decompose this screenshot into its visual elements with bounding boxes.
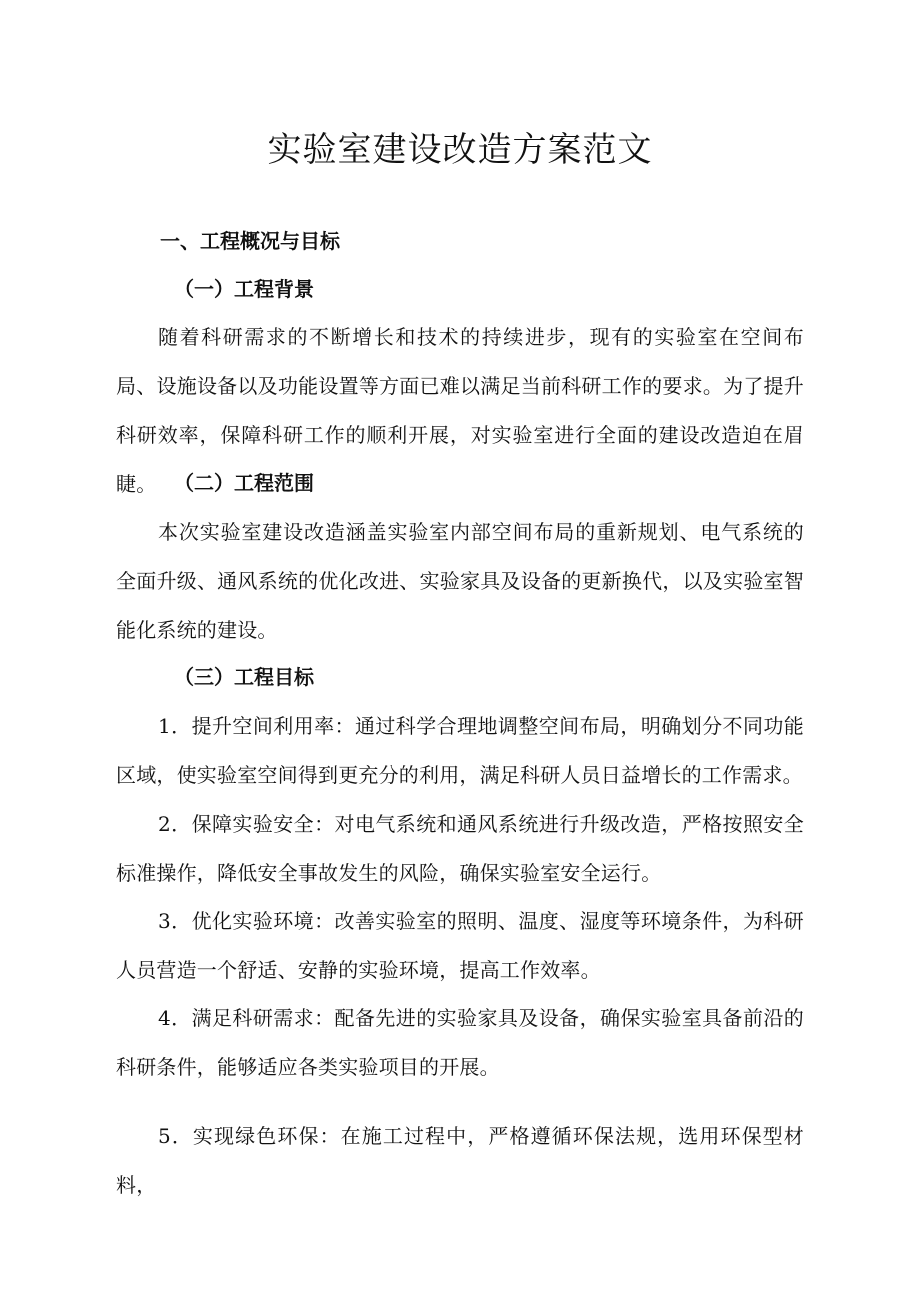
goal-item-2: 2．保障实验安全：对电气系统和通风系统进行升级改造，严格按照安全标准操作，降低安全事故发生的风险，确保实验室安全运行。 xyxy=(116,812,804,885)
subsection-heading-goals: （三）工程目标 xyxy=(174,665,314,689)
goal-item-3: 3．优化实验环境：改善实验室的照明、温度、湿度等环境条件，为科研人员营造一个舒适、安静的实验环境，提高工作效率。 xyxy=(116,909,804,982)
goal-item-4: 4．满足科研需求：配备先进的实验家具及设备，确保实验室具备前沿的科研条件，能够适应各类实验项目的开展。 xyxy=(116,1006,804,1079)
goal-item-1: 1．提升空间利用率：通过科学合理地调整空间布局，明确划分不同功能区域，使实验室空间得到更充分的利用，满足科研人员日益增长的工作需求。 xyxy=(116,714,804,787)
section-heading-overview: 一、工程概况与目标 xyxy=(160,229,340,253)
subsection-heading-scope: （二）工程范围 xyxy=(174,471,314,495)
goal-item-5: 5．实现绿色环保：在施工过程中，严格遵循环保法规，选用环保型材料， xyxy=(116,1124,804,1197)
subsection-heading-background: （一）工程背景 xyxy=(174,277,314,301)
paragraph-background: 随着科研需求的不断增长和技术的持续进步，现有的实验室在空间布局、设施设备以及功能设置等方面已难以满足当前科研工作的要求。为了提升科研效率，保障科研工作的顺利开展，对实验室进行全面的建设改造迫在眉睫。 xyxy=(116,325,804,496)
paragraph-scope: 本次实验室建设改造涵盖实验室内部空间布局的重新规划、电气系统的全面升级、通风系统的优化改进、实验家具及设备的更新换代，以及实验室智能化系统的建设。 xyxy=(116,520,804,642)
document-title: 实验室建设改造方案范文 xyxy=(267,130,653,170)
